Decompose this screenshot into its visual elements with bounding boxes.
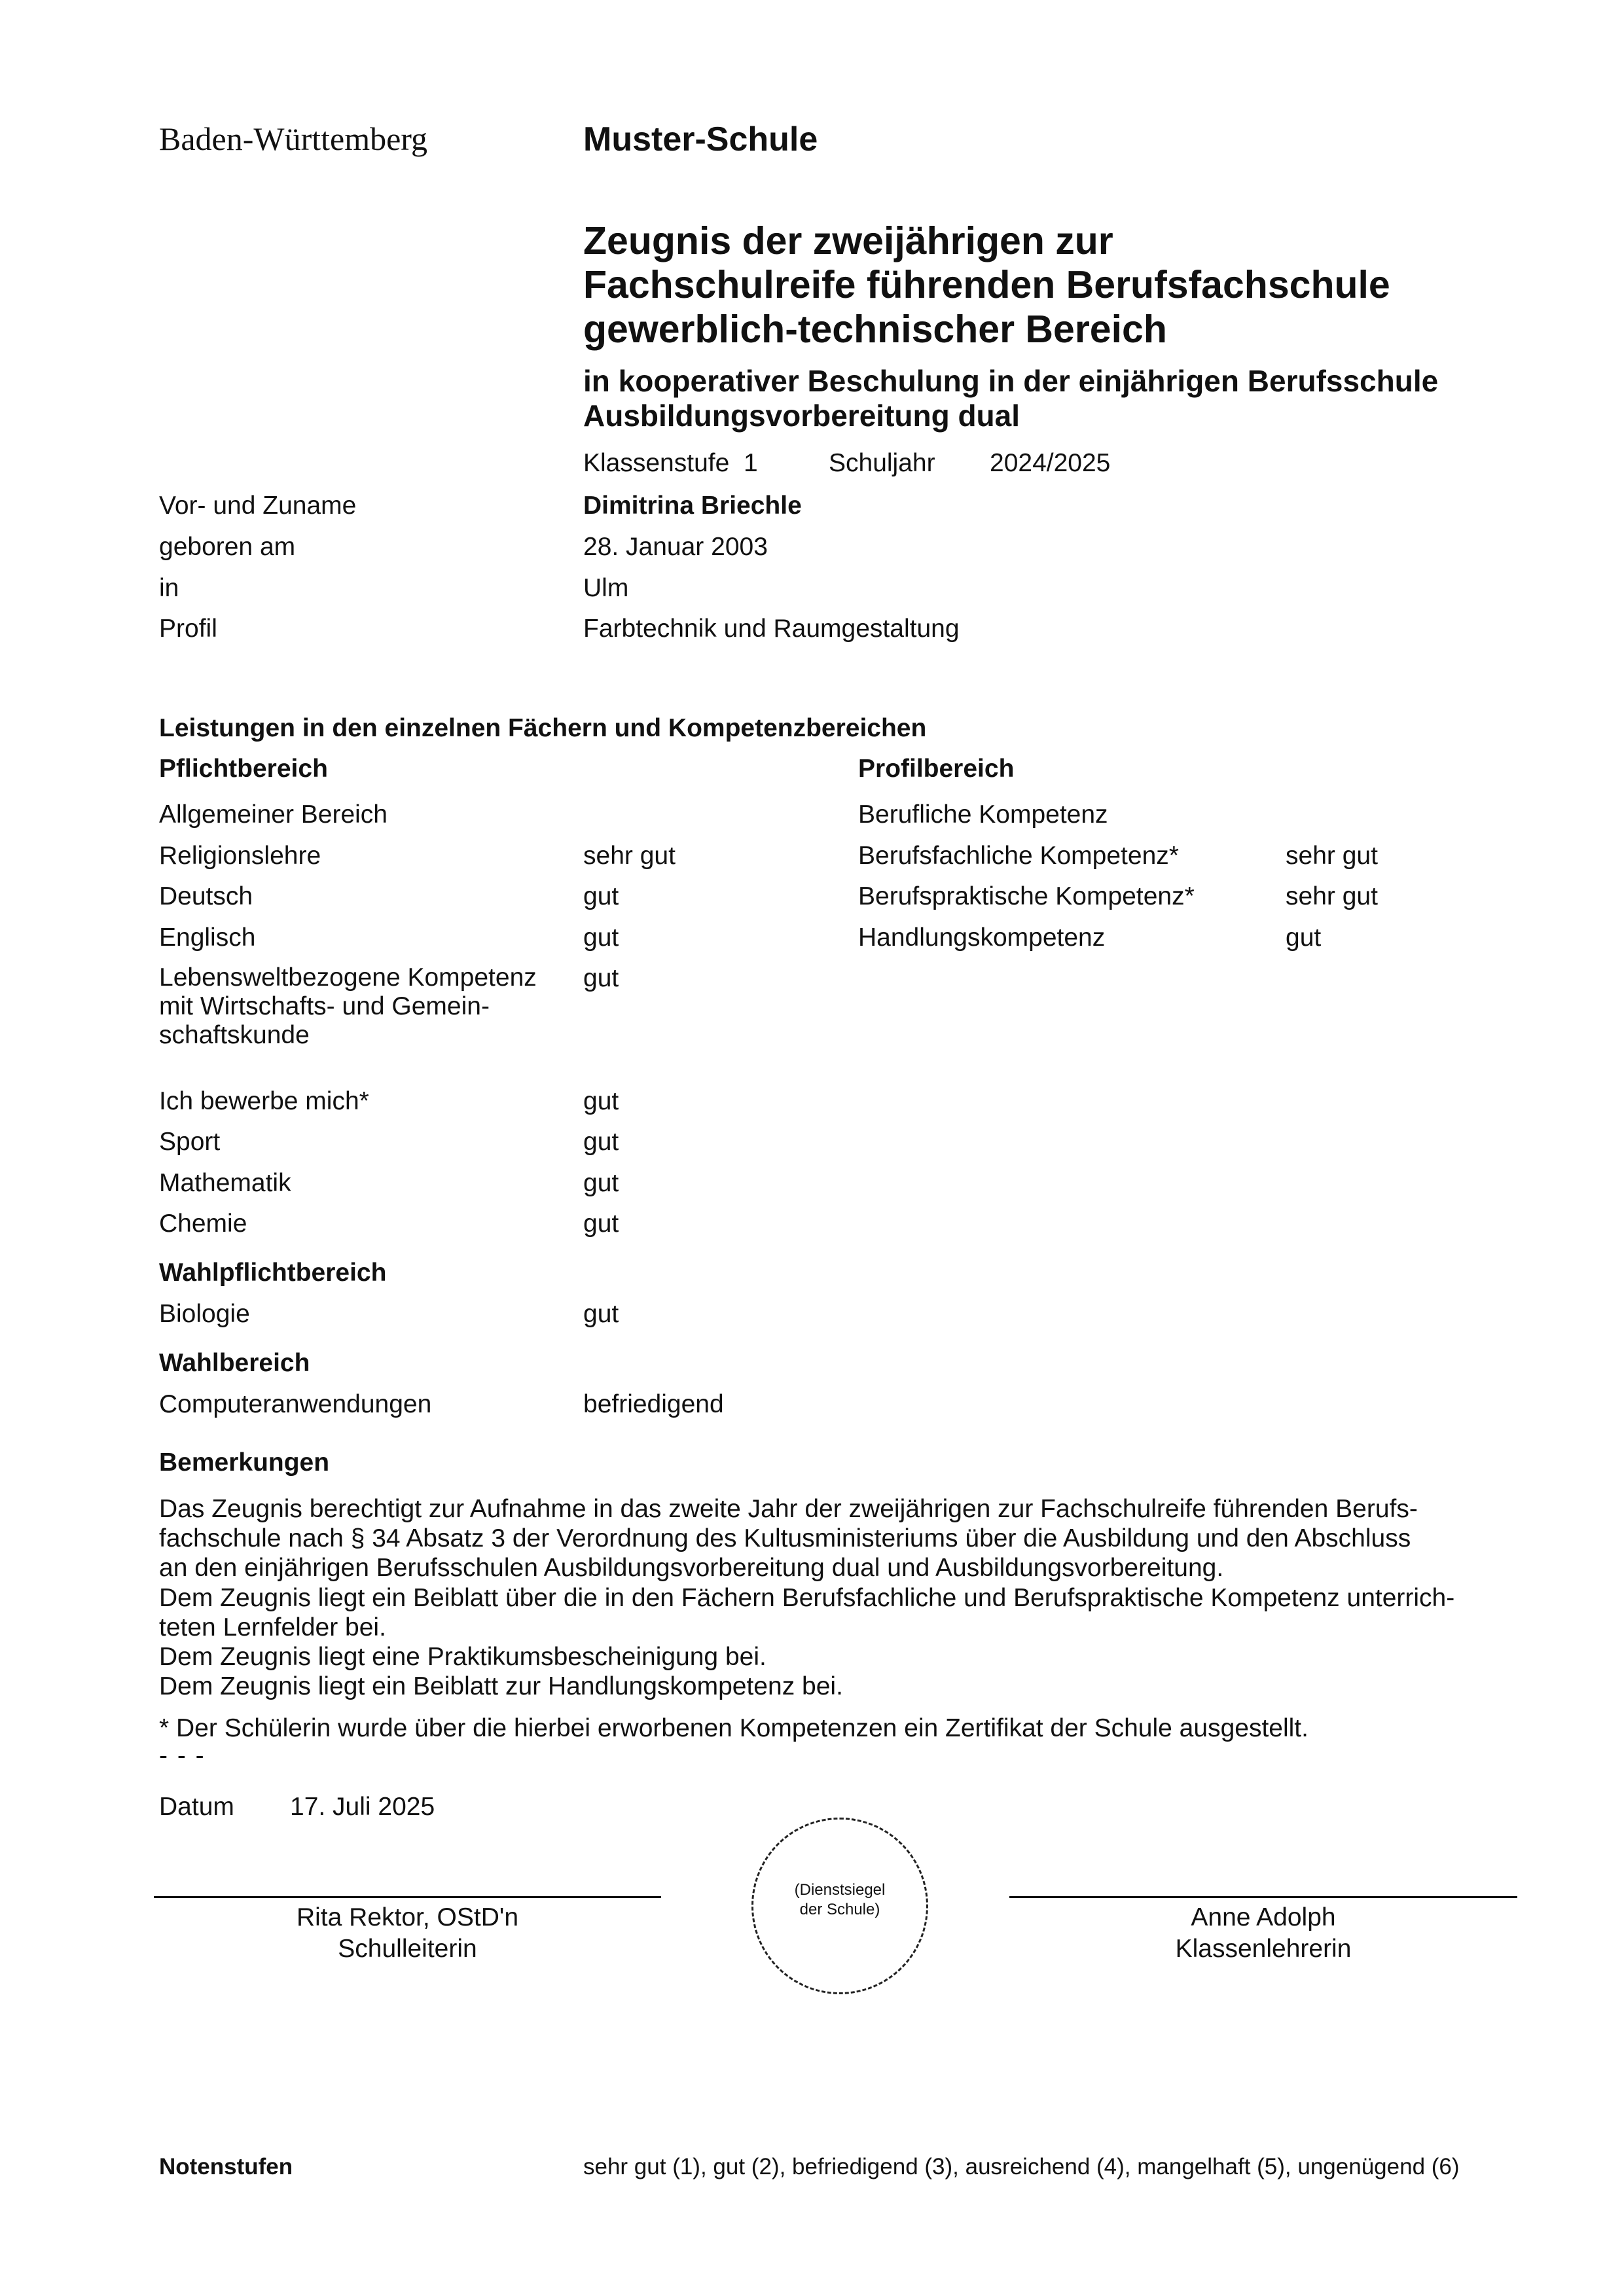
right-signatory-name: Anne Adolph (1191, 1903, 1336, 1931)
place-label: in (159, 574, 179, 602)
subject-grade: sehr gut (583, 842, 676, 870)
subject-name: Chemie (159, 1210, 247, 1238)
subject-name: Sport (159, 1128, 221, 1156)
schuljahr-label: Schuljahr (829, 449, 935, 477)
subtitle-line-2: Ausbildungsvorbereitung dual (583, 398, 1020, 433)
klassenstufe-label: Klassenstufe (583, 449, 730, 477)
name-label: Vor- und Zuname (159, 492, 357, 520)
remarks-line: Dem Zeugnis liegt ein Beiblatt über die in den Fächern Berufsfachliche und Berufspraktische Kompetenz unterrich- (159, 1583, 1455, 1612)
subject-grade: gut (583, 1210, 619, 1238)
left-signature-line (154, 1896, 661, 1898)
seal-text-line-2: der Schule) (799, 1901, 880, 1918)
subject-name: Biologie (159, 1300, 250, 1328)
born-label: geboren am (159, 533, 296, 561)
date-value: 17. Juli 2025 (290, 1793, 435, 1821)
profil-subject-name: Berufspraktische Kompetenz* (858, 882, 1195, 910)
remarks-heading: Bemerkungen (159, 1448, 330, 1477)
subject-grade: gut (583, 924, 619, 952)
subject-grade: gut (583, 882, 619, 910)
dashes: - - - (159, 1742, 206, 1770)
student-name: Dimitrina Briechle (583, 492, 802, 520)
remarks-text (159, 1494, 1527, 1702)
certificate-subtitle (583, 364, 1438, 433)
profil-heading: Profilbereich (858, 755, 1015, 783)
beruflich-label: Berufliche Kompetenz (858, 800, 1108, 829)
left-signatory-name: Rita Rektor, OStD'n (296, 1903, 519, 1931)
title-line-3: gewerblich-technischer Bereich (583, 307, 1167, 351)
subject-name: Mathematik (159, 1169, 291, 1197)
performance-heading: Leistungen in den einzelnen Fächern und Kompetenzbereichen (159, 714, 927, 742)
wahlpflicht-heading: Wahlpflichtbereich (159, 1259, 387, 1287)
subtitle-line-1: in kooperativer Beschulung in der einjährigen Berufsschule (583, 364, 1439, 398)
seal-text-line-1: (Dienstsiegel (794, 1881, 886, 1899)
grade-scale-label: Notenstufen (159, 2154, 293, 2179)
subject-name: Englisch (159, 924, 256, 952)
klassenstufe-value: 1 (744, 449, 758, 477)
profil-subject-name: Handlungskompetenz (858, 924, 1106, 952)
subject-name: Ich bewerbe mich* (159, 1087, 369, 1115)
profile-value: Farbtechnik und Raumgestaltung (583, 615, 960, 643)
subject-name: Deutsch (159, 882, 253, 910)
right-signatory-role: Klassenlehrerin (1175, 1935, 1352, 1963)
subject-grade: gut (583, 964, 619, 992)
subject-grade: gut (583, 1087, 619, 1115)
state-name: Baden-Württemberg (159, 120, 428, 157)
subject-grade: gut (583, 1300, 619, 1328)
date-label: Datum (159, 1793, 234, 1821)
footnote: * Der Schülerin wurde über die hierbei erworbenen Kompetenzen ein Zertifikat der Schule ausgestellt. (159, 1714, 1308, 1742)
school-name: Muster-Schule (583, 120, 818, 158)
subject-grade: gut (583, 1169, 619, 1197)
subject-grade: gut (583, 1128, 619, 1156)
remarks-line: fachschule nach § 34 Absatz 3 der Verordnung des Kultusministeriums über die Ausbildung und den Abschluss (159, 1524, 1411, 1553)
birth-place: Ulm (583, 574, 629, 602)
allgemein-label: Allgemeiner Bereich (159, 800, 388, 829)
remarks-line: Dem Zeugnis liegt eine Praktikumsbescheinigung bei. (159, 1643, 767, 1672)
seal-text (751, 1880, 928, 1920)
title-line-2: Fachschulreife führenden Berufsfachschule (583, 263, 1390, 307)
birth-date: 28. Januar 2003 (583, 533, 768, 561)
grade-scale: sehr gut (1), gut (2), befriedigend (3), ausreichend (4), mangelhaft (5), ungenügend (6) (583, 2154, 1460, 2179)
profile-label: Profil (159, 615, 217, 643)
profil-subject-grade: sehr gut (1286, 842, 1378, 870)
left-signatory-role: Schulleiterin (338, 1935, 477, 1963)
profil-subject-grade: gut (1286, 924, 1322, 952)
remarks-line: an den einjährigen Berufsschulen Ausbildungsvorbereitung dual und Ausbildungsvorbereitung. (159, 1554, 1224, 1583)
profil-subject-grade: sehr gut (1286, 882, 1378, 910)
remarks-line: Dem Zeugnis liegt ein Beiblatt zur Handlungskompetenz bei. (159, 1672, 843, 1701)
profil-subject-name: Berufsfachliche Kompetenz* (858, 842, 1179, 870)
remarks-line: Das Zeugnis berechtigt zur Aufnahme in das zweite Jahr der zweijährigen zur Fachschulreife führenden Berufs- (159, 1495, 1418, 1523)
right-signature-line (1009, 1896, 1517, 1898)
subject-name: Computeranwendungen (159, 1390, 432, 1418)
pflicht-heading: Pflichtbereich (159, 755, 328, 783)
certificate-title (583, 219, 1390, 351)
schuljahr-value: 2024/2025 (990, 449, 1111, 477)
wahl-heading: Wahlbereich (159, 1349, 310, 1377)
subject-grade: befriedigend (583, 1390, 724, 1418)
subject-name: Religionslehre (159, 842, 321, 870)
remarks-line: teten Lernfelder bei. (159, 1613, 386, 1641)
title-line-1: Zeugnis der zweijährigen zur (583, 219, 1113, 262)
subject-name: Lebensweltbezogene Kompetenz mit Wirtschafts- und Gemein- schaftskunde (159, 963, 537, 1050)
